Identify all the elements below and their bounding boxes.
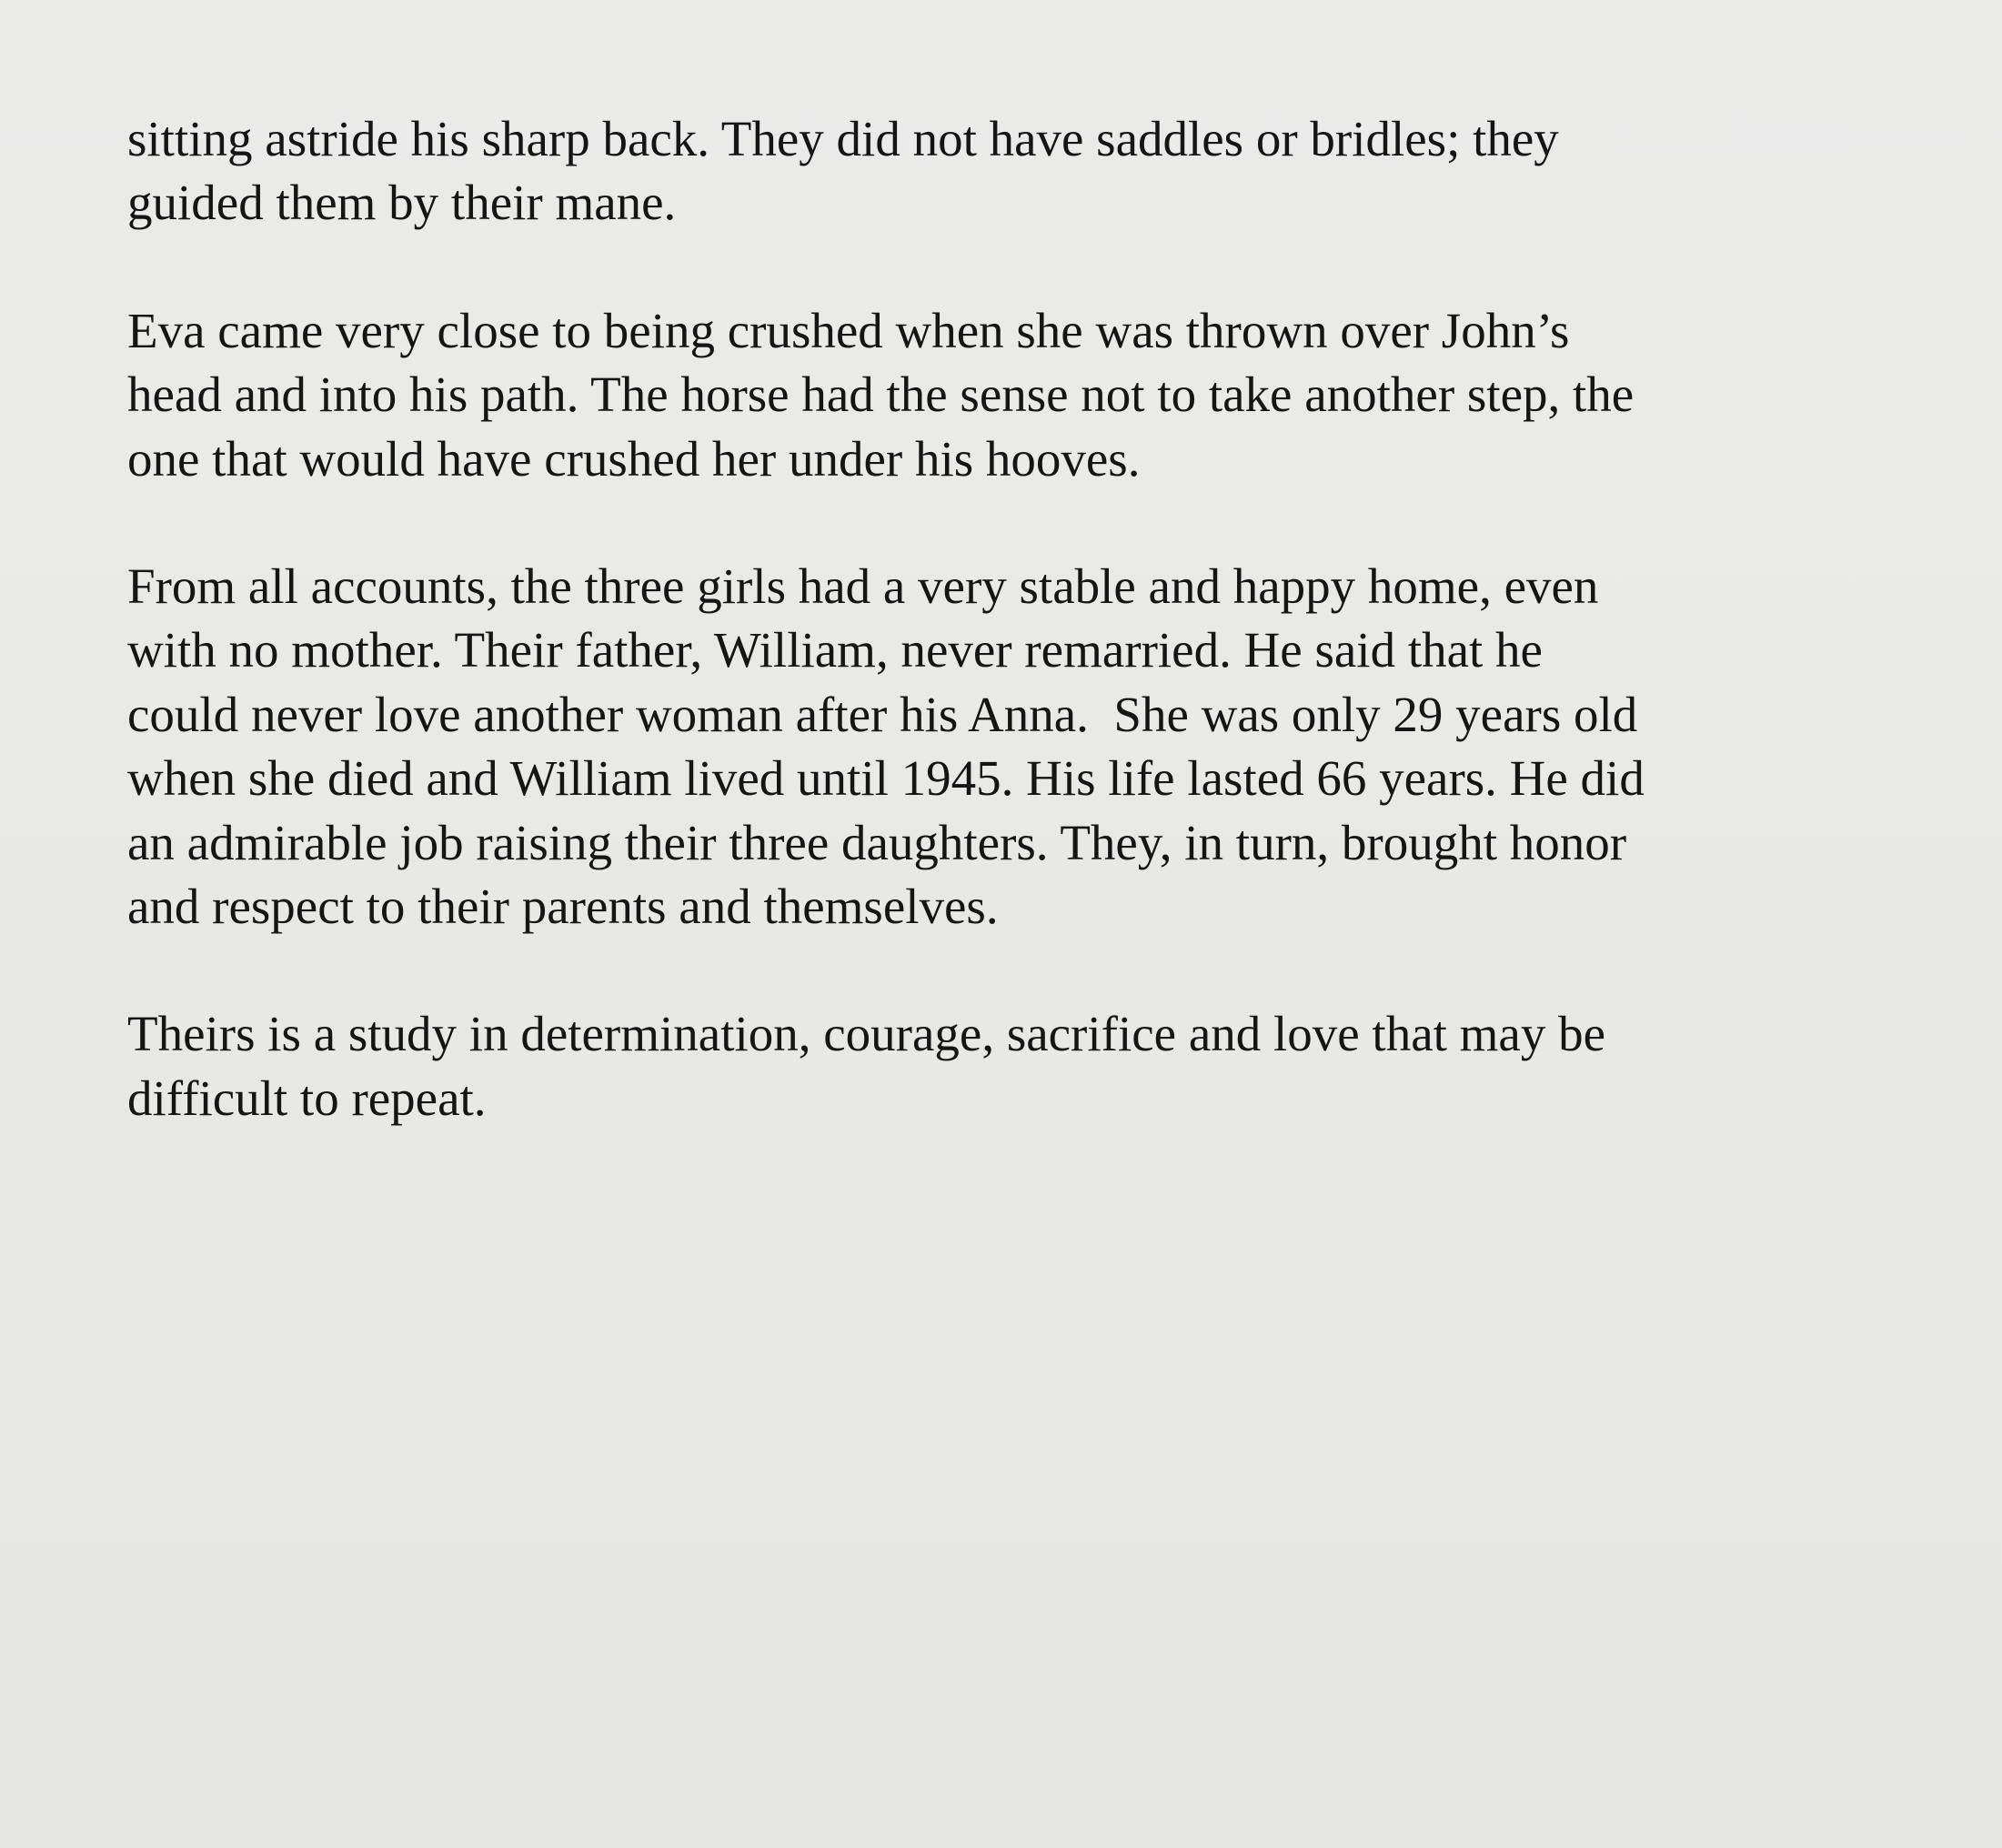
text-line: one that would have crushed her under his hooves. bbox=[127, 430, 1141, 487]
body-text bbox=[127, 107, 1883, 1194]
text-line: when she died and William lived until 1945. His life lasted 66 years. He did bbox=[127, 750, 1645, 807]
text-line: sitting astride his sharp back. They did not have saddles or bridles; they bbox=[127, 111, 1559, 166]
text-line: Eva came very close to being crushed when she was thrown over John’s bbox=[127, 302, 1570, 358]
text-line: head and into his path. The horse had the sense not to take another step, the bbox=[127, 367, 1635, 423]
text-line: Theirs is a study in determination, courage, sacrifice and love that may be bbox=[127, 1006, 1605, 1062]
paragraph-1 bbox=[127, 107, 1883, 236]
paragraph-4 bbox=[127, 1002, 1883, 1130]
text-line: guided them by their mane. bbox=[127, 175, 677, 231]
text-line: From all accounts, the three girls had a very stable and happy home, even bbox=[127, 558, 1599, 615]
text-line: difficult to repeat. bbox=[127, 1070, 487, 1126]
text-line: could never love another woman after his Anna. She was only 29 years old bbox=[127, 686, 1638, 742]
paragraph-3 bbox=[127, 555, 1883, 939]
text-line: with no mother. Their father, William, never remarried. He said that he bbox=[127, 622, 1543, 678]
text-line: and respect to their parents and themselves. bbox=[127, 879, 999, 935]
text-line: an admirable job raising their three daughters. They, in turn, brought honor bbox=[127, 814, 1627, 870]
paragraph-2 bbox=[127, 299, 1883, 491]
